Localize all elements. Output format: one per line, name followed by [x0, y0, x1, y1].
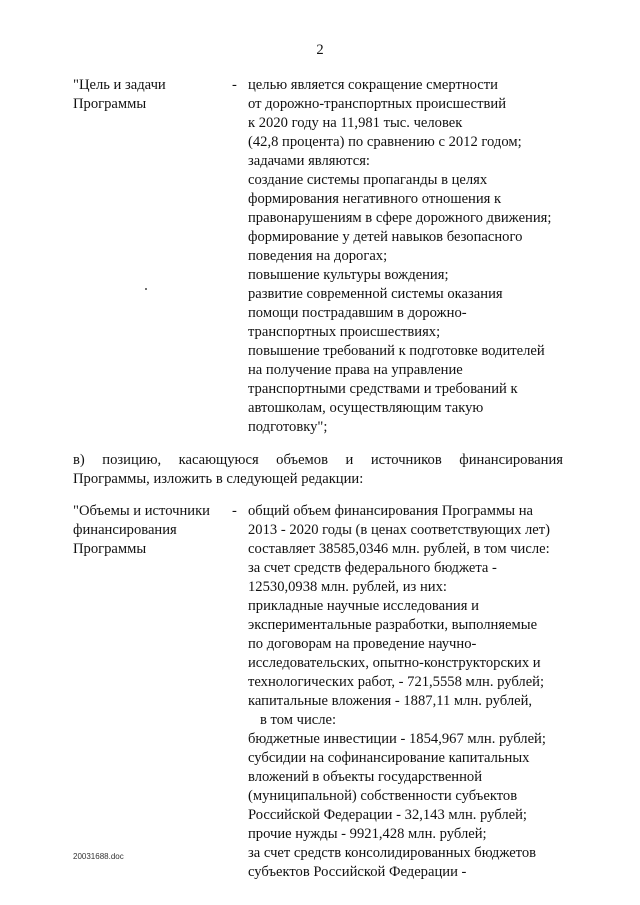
section-funding-label-line: "Объемы и источники	[73, 503, 210, 519]
body-line: составляет 38585,0346 млн. рублей, в том числе:	[248, 541, 550, 557]
body-line: в том числе:	[260, 712, 337, 728]
body-line: подготовку";	[248, 419, 328, 435]
body-line: от дорожно-транспортных происшествий	[248, 96, 507, 112]
body-line: экспериментальные разработки, выполняемые	[248, 617, 538, 633]
body-line: (муниципальной) собственности субъектов	[248, 788, 518, 804]
body-line: формирование у детей навыков безопасного	[248, 229, 523, 245]
body-line: правонарушениям в сфере дорожного движения;	[248, 210, 552, 226]
body-line: формирования негативного отношения к	[248, 191, 502, 207]
body-line: субсидии на софинансирование капитальных	[248, 750, 530, 766]
section-funding-label-line: финансирования	[73, 522, 177, 538]
body-line: Российской Федерации - 32,143 млн. рублей;	[248, 807, 527, 823]
paragraph-line: Программы, изложить в следующей редакции:	[73, 471, 364, 487]
body-line: технологических работ, - 721,5558 млн. рублей;	[248, 674, 545, 690]
body-line: транспортными средствами и требований к	[248, 381, 518, 397]
section-funding-label-line: Программы	[73, 541, 147, 557]
body-line: прикладные научные исследования и	[248, 598, 479, 614]
body-line: задачами являются:	[248, 153, 370, 169]
section-goal-label-line: "Цель и задачи	[73, 77, 166, 93]
body-line: 2013 - 2020 годы (в ценах соответствующих лет)	[248, 522, 551, 538]
body-line: повышение требований к подготовке водителей	[248, 343, 545, 359]
page-number: 2	[316, 42, 324, 58]
section-funding-dash: -	[232, 503, 237, 519]
body-line: автошколам, осуществляющим такую	[248, 400, 484, 416]
body-line: вложений в объекты государственной	[248, 769, 483, 785]
body-line: повышение культуры вождения;	[248, 267, 449, 283]
footer-file-name: 20031688.doc	[73, 852, 124, 861]
body-line: капитальные вложения - 1887,11 млн. рублей,	[248, 693, 533, 709]
body-line: создание системы пропаганды в целях	[248, 172, 488, 188]
body-line: на получение права на управление	[248, 362, 463, 378]
section-goal-label-line: Программы	[73, 96, 147, 112]
body-line: по договорам на проведение научно-	[248, 636, 477, 652]
section-goal-dash: -	[232, 77, 237, 93]
body-line: помощи пострадавшим в дорожно-	[248, 305, 467, 321]
body-line: прочие нужды - 9921,428 млн. рублей;	[248, 826, 487, 842]
body-line: (42,8 процента) по сравнению с 2012 годом;	[248, 134, 522, 150]
body-line: развитие современной системы оказания	[248, 286, 503, 302]
body-line: поведения на дорогах;	[248, 248, 388, 264]
body-line: исследовательских, опытно-конструкторских и	[248, 655, 541, 671]
body-line: бюджетные инвестиции - 1854,967 млн. рублей;	[248, 731, 546, 747]
paragraph-line: в) позицию, касающуюся объемов и источников финансирования	[73, 452, 563, 468]
body-line: к 2020 году на 11,981 тыс. человек	[248, 115, 463, 131]
scan-speck	[145, 288, 147, 290]
body-line: транспортных происшествиях;	[248, 324, 441, 340]
body-line: за счет средств консолидированных бюджетов	[248, 845, 537, 861]
body-line: целью является сокращение смертности	[248, 77, 498, 93]
body-line: общий объем финансирования Программы на	[248, 503, 533, 519]
body-line: за счет средств федерального бюджета -	[248, 560, 497, 576]
body-line: субъектов Российской Федерации -	[248, 864, 467, 880]
body-line: 12530,0938 млн. рублей, из них:	[248, 579, 447, 595]
